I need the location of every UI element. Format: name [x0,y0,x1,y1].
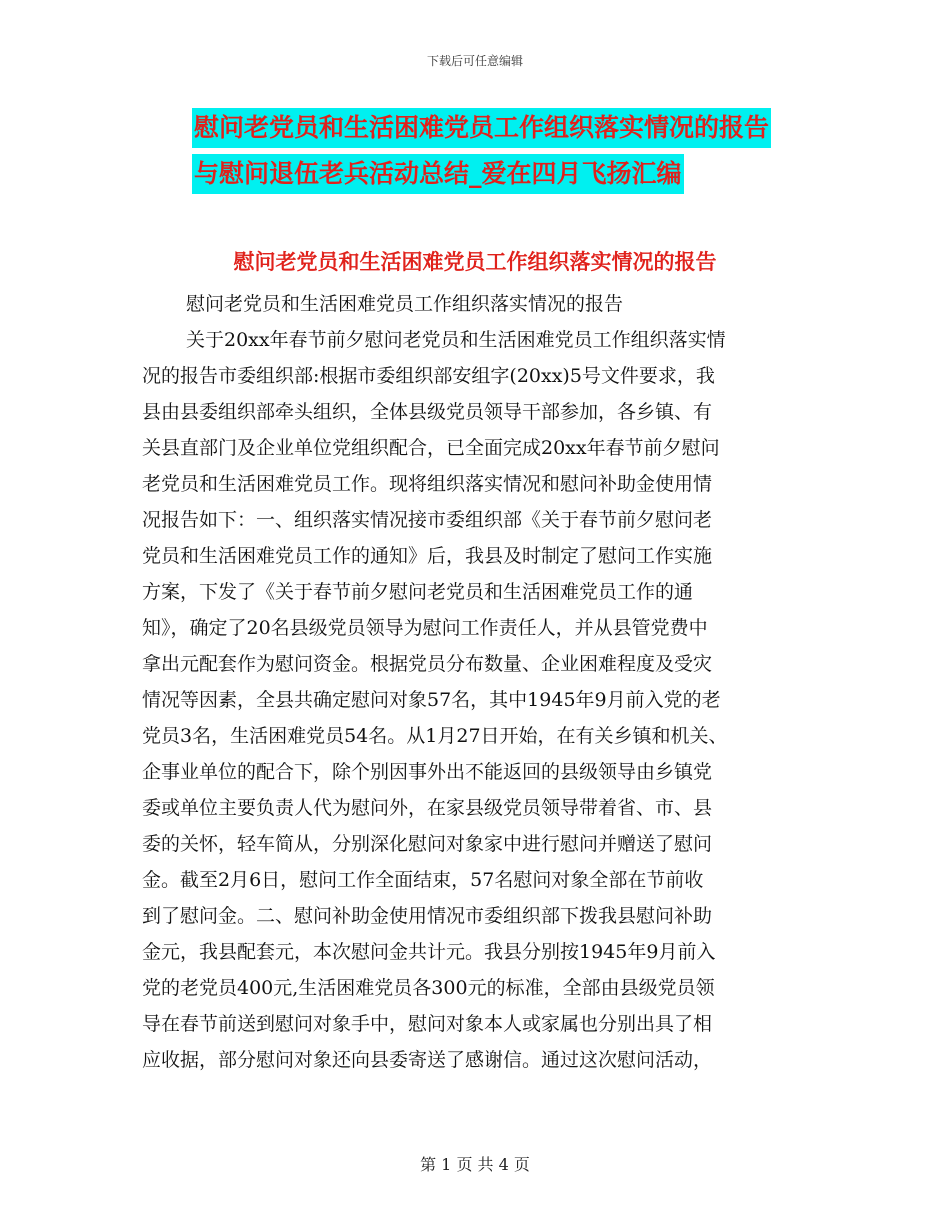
body-line: 党员3名，生活困难党员54名。从1月27日开始，在有关乡镇和机关、 [142,725,728,747]
document-title-line-2: 与慰问退伍老兵活动总结_爱在四月飞扬汇编 [192,154,684,194]
body-line: 党员和生活困难党员工作的通知》后，我县及时制定了慰问工作实施 [142,545,713,567]
body-line: 关于20xx年春节前夕慰问老党员和生活困难党员工作组织落实情 [186,329,726,351]
body-line: 老党员和生活困难党员工作。现将组织落实情况和慰问补助金使用情 [142,473,713,495]
body-line: 情况等因素，全县共确定慰问对象57名，其中1945年9月前入党的老 [142,689,721,711]
body-line: 关县直部门及企业单位党组织配合，已全面完成20xx年春节前夕慰问 [142,437,720,459]
page-header-note: 下载后可任意编辑 [426,54,523,68]
body-line: 慰问老党员和生活困难党员工作组织落实情况的报告 [186,293,624,315]
body-line: 况的报告市委组织部:根据市委组织部安组字(20xx)5号文件要求，我 [142,365,715,387]
body-line: 导在春节前送到慰问对象手中，慰问对象本人或家属也分别出具了相 [142,1013,713,1035]
body-line: 拿出元配套作为慰问资金。根据党员分布数量、企业困难程度及受灾 [142,653,713,675]
body-line: 企事业单位的配合下，除个别因事外出不能返回的县级领导由乡镇党 [142,761,713,783]
body-line: 况报告如下：一、组织落实情况接市委组织部《关于春节前夕慰问老 [142,509,713,531]
page-number: 第 1 页 共 4 页 [420,1155,530,1174]
body-line: 方案，下发了《关于春节前夕慰问老党员和生活困难党员工作的通 [142,581,694,603]
body-line: 县由县委组织部牵头组织，全体县级党员领导干部参加，各乡镇、有 [142,401,713,423]
document-title-line-1: 慰问老党员和生活困难党员工作组织落实情况的报告 [192,108,771,148]
body-line: 应收据，部分慰问对象还向县委寄送了感谢信。通过这次慰问活动， [142,1049,713,1071]
body-line: 知》，确定了20名县级党员领导为慰问工作责任人，并从县管党费中 [142,617,708,639]
section-title: 慰问老党员和生活困难党员工作组织落实情况的报告 [233,249,717,274]
body-line: 金。截至2月6日，慰问工作全面结束，57名慰问对象全部在节前收 [142,869,704,891]
body-line: 到了慰问金。二、慰问补助金使用情况市委组织部下拨我县慰问补助 [142,905,713,927]
body-text [142,286,842,1078]
body-line: 委的关怀，轻车简从，分别深化慰问对象家中进行慰问并赠送了慰问 [142,833,713,855]
body-line: 金元，我县配套元，本次慰问金共计元。我县分别按1945年9月前入 [142,941,716,963]
body-line: 委或单位主要负责人代为慰问外，在家县级党员领导带着省、市、县 [142,797,713,819]
body-line: 党的老党员400元,生活困难党员各300元的标准，全部由县级党员领 [142,977,715,999]
